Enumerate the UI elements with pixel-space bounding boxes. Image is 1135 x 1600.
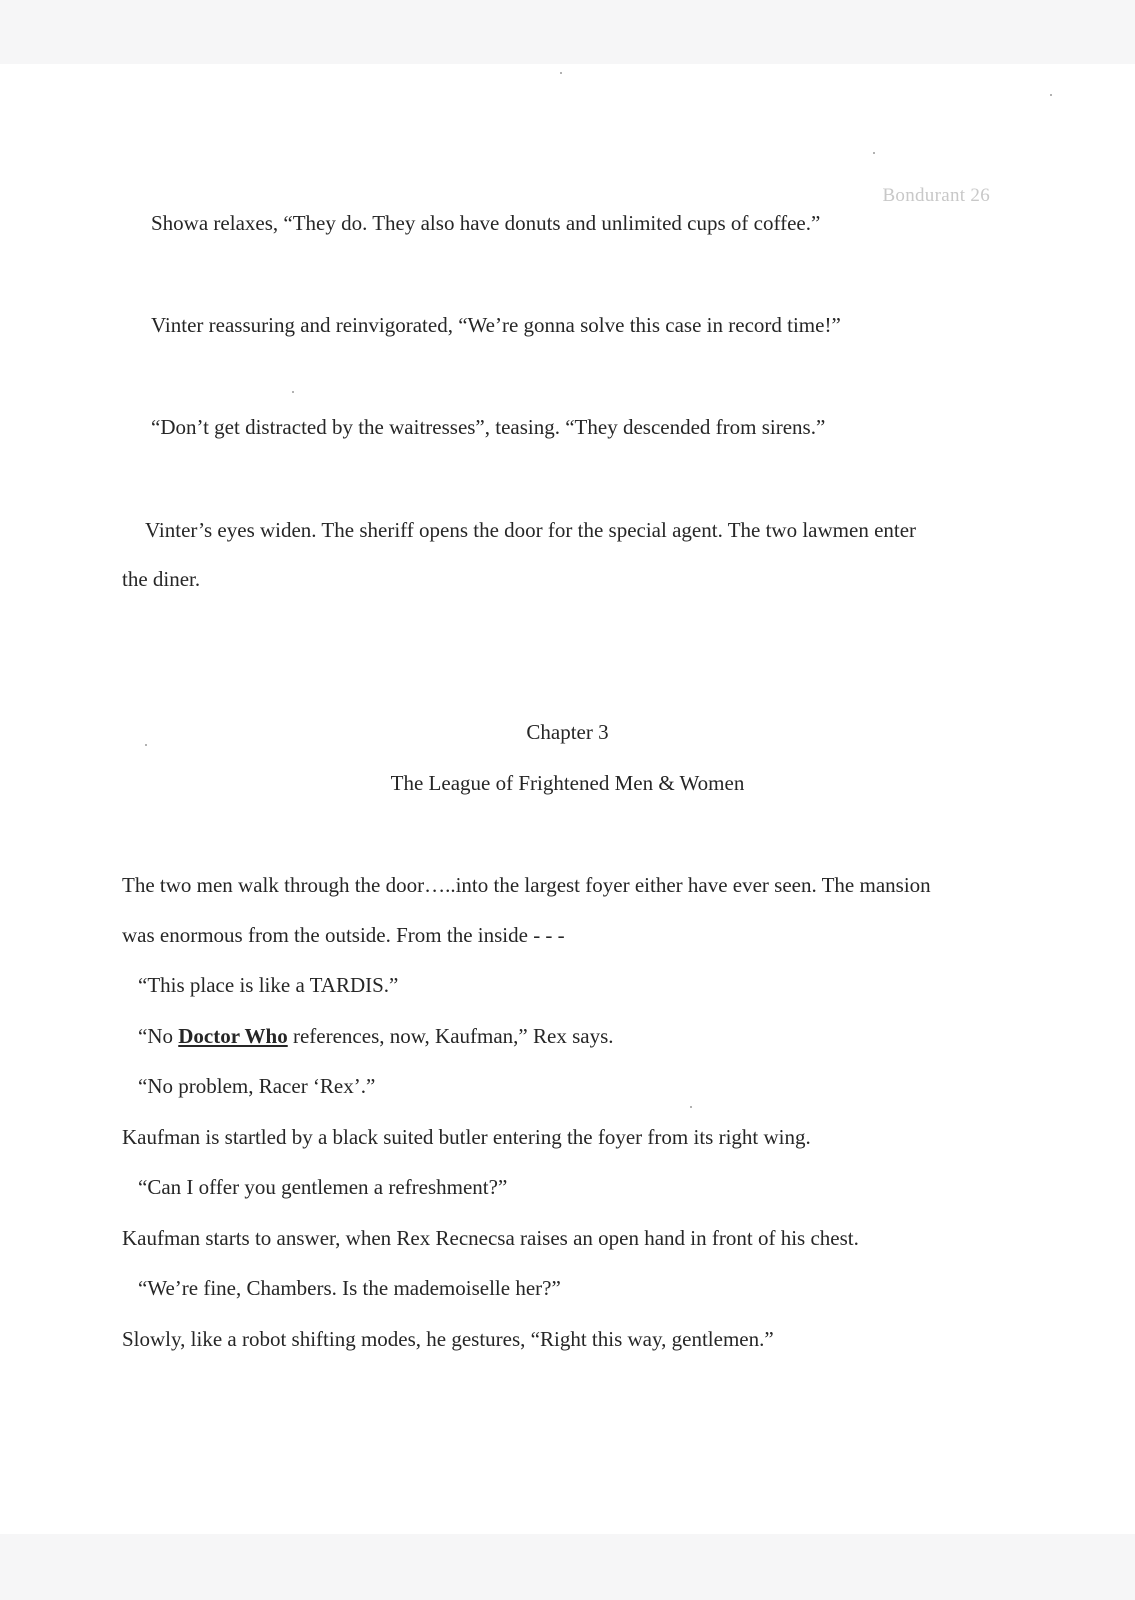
doctor-who-title: Doctor Who [178,1024,288,1048]
scan-speck [690,1106,692,1108]
body-line-2: was enormous from the outside. From the inside - - - [122,923,565,947]
body-line-4-start: “No [138,1024,179,1048]
scan-speck [873,152,875,154]
body-line-9: “We’re fine, Chambers. Is the mademoiselle her?” [138,1276,561,1300]
body-line-5: “No problem, Racer ‘Rex’.” [138,1074,376,1098]
chapter-title: The League of Frightened Men & Women [390,771,745,795]
paragraph-showa: Showa relaxes, “They do. They also have donuts and unlimited cups of coffee.” [151,211,821,235]
body-line-4-end: references, now, Kaufman,” Rex says. [287,1024,614,1048]
scan-speck [560,72,562,74]
scan-speck [145,744,147,746]
body-line-4 [138,1023,614,1049]
chapter-number: Chapter 3 [526,720,609,744]
body-line-1: The two men walk through the door…..into the largest foyer either have ever seen. The mansion [122,873,931,897]
paragraph-vinter-reassuring: Vinter reassuring and reinvigorated, “We’re gonna solve this case in record time!” [151,313,841,337]
scan-speck [1050,94,1052,96]
body-line-7: “Can I offer you gentlemen a refreshment?” [138,1175,508,1199]
body-line-8: Kaufman starts to answer, when Rex Recnecsa raises an open hand in front of his chest. [122,1226,859,1250]
paragraph-vinter-eyes-line2: the diner. [122,567,201,591]
paragraph-waitresses: “Don’t get distracted by the waitresses”, teasing. “They descended from sirens.” [151,415,826,439]
document-page [0,64,1135,1534]
body-line-6: Kaufman is startled by a black suited butler entering the foyer from its right wing. [122,1125,811,1149]
paragraph-vinter-eyes-line1: Vinter’s eyes widen. The sheriff opens the door for the special agent. The two lawmen enter [145,518,917,542]
body-line-3: “This place is like a TARDIS.” [138,973,399,997]
running-head: Bondurant 26 [882,185,990,206]
body-line-10: Slowly, like a robot shifting modes, he gestures, “Right this way, gentlemen.” [122,1327,774,1351]
scan-speck [292,391,294,393]
